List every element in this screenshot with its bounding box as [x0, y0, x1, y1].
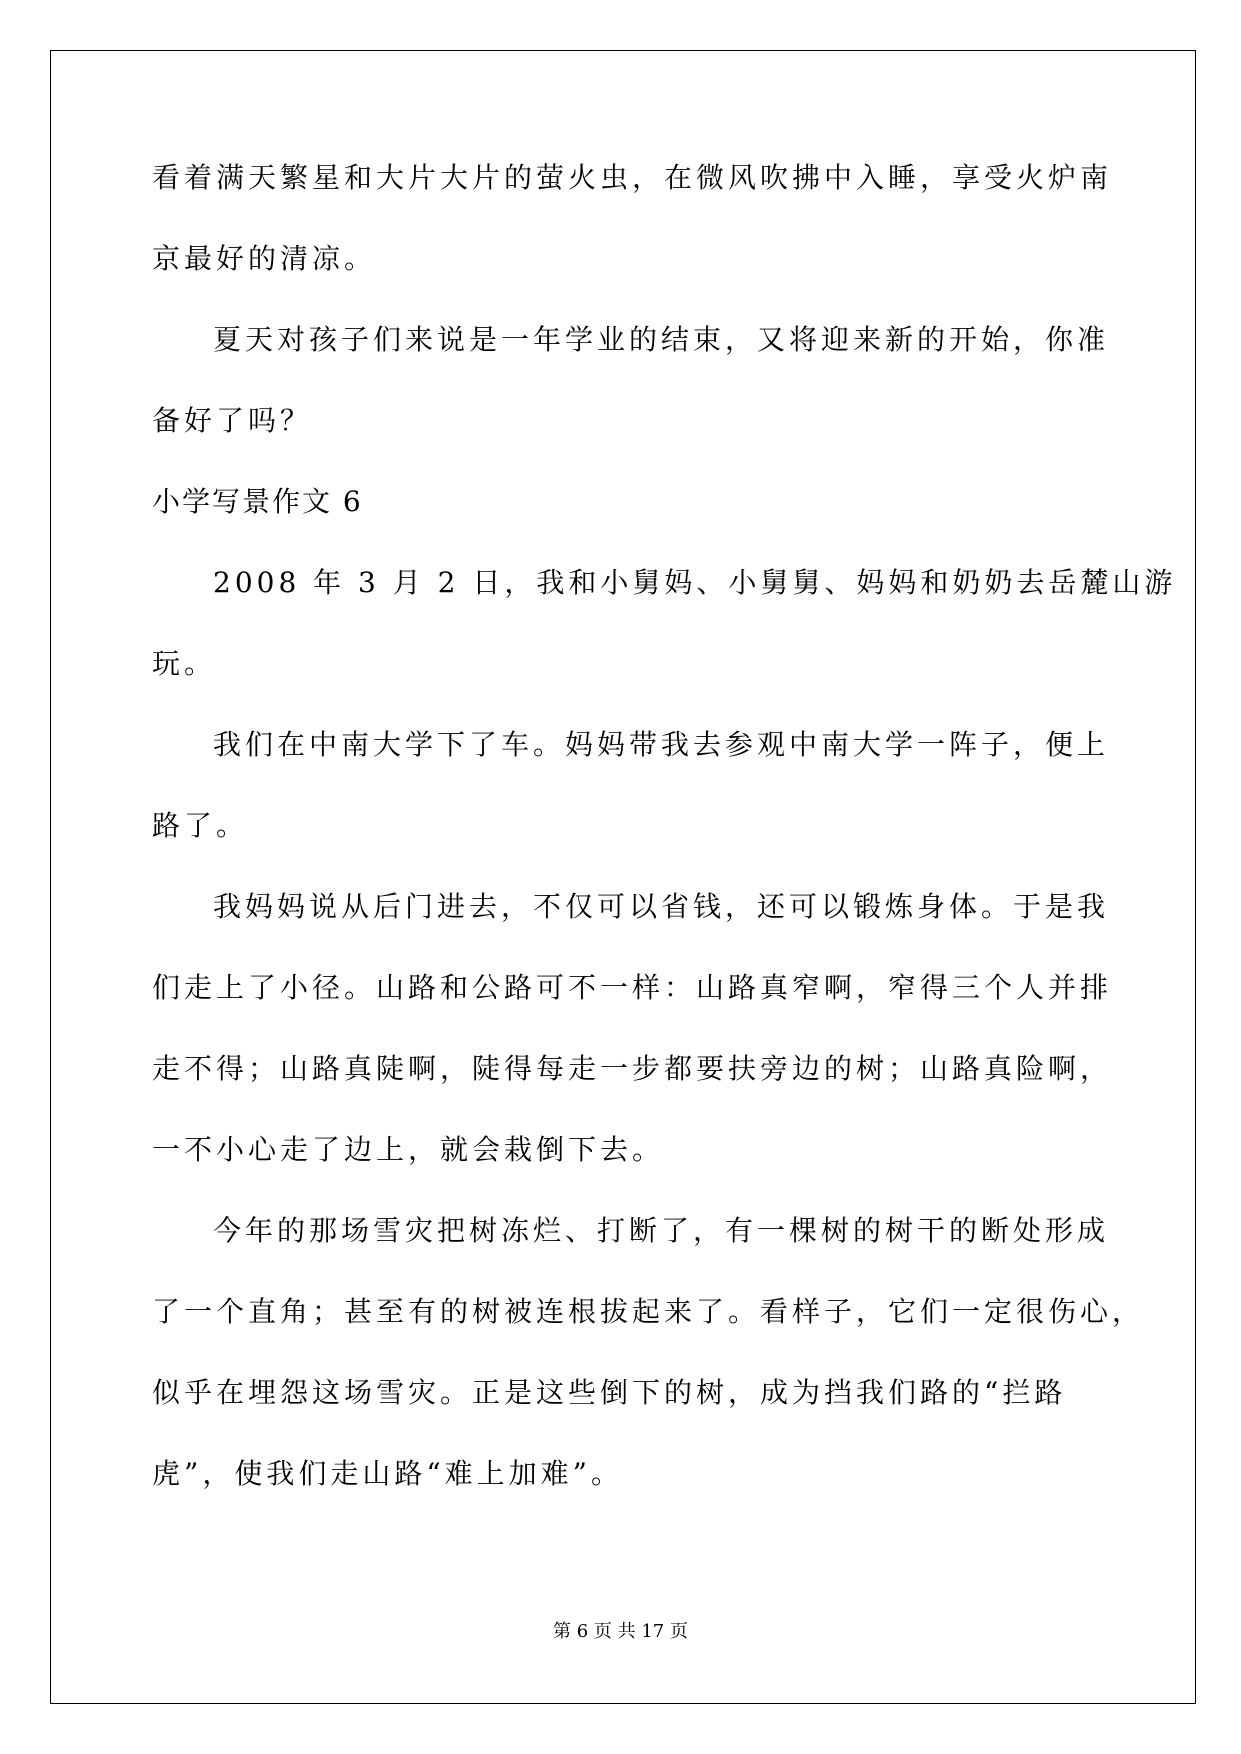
text-line: 虎”，使我们走山路“难上加难”。 — [152, 1457, 623, 1490]
text-line: 看着满天繁星和大片大片的萤火虫，在微风吹拂中入睡，享受火炉南 — [152, 161, 1113, 194]
text-line: 夏天对孩子们来说是一年学业的结束，又将迎来新的开始，你准 — [213, 323, 1110, 356]
document-body — [152, 160, 1177, 1537]
section-heading: 小学写景作文 6 — [152, 485, 363, 518]
text-line: 一不小心走了边上，就会栽倒下去。 — [152, 1133, 665, 1166]
text-line: 玩。 — [152, 647, 217, 680]
page-number-footer: 第 6 页 共 17 页 — [553, 1621, 688, 1642]
text-line: 2008 年 3 月 2 日，我和小舅妈、小舅舅、妈妈和奶奶去岳麓山游 — [213, 566, 1177, 599]
text-line: 似乎在埋怨这场雪灾。正是这些倒下的树，成为挡我们路的“拦路 — [152, 1376, 1067, 1409]
text-line: 走不得；山路真陡啊，陡得每走一步都要扶旁边的树；山路真险啊， — [152, 1052, 1113, 1085]
text-line: 备好了吗？ — [152, 404, 313, 437]
text-line: 我们在中南大学下了车。妈妈带我去参观中南大学一阵子，便上 — [213, 728, 1110, 761]
text-line: 京最好的清凉。 — [152, 242, 377, 275]
text-line: 今年的那场雪灾把树冻烂、打断了，有一棵树的树干的断处形成 — [213, 1214, 1110, 1247]
text-line: 们走上了小径。山路和公路可不一样：山路真窄啊，窄得三个人并排 — [152, 971, 1113, 1004]
text-line: 我妈妈说从后门进去，不仅可以省钱，还可以锻炼身体。于是我 — [213, 890, 1110, 923]
text-line: 路了。 — [152, 809, 249, 842]
text-line: 了一个直角；甚至有的树被连根拔起来了。看样子，它们一定很伤心， — [152, 1295, 1145, 1328]
